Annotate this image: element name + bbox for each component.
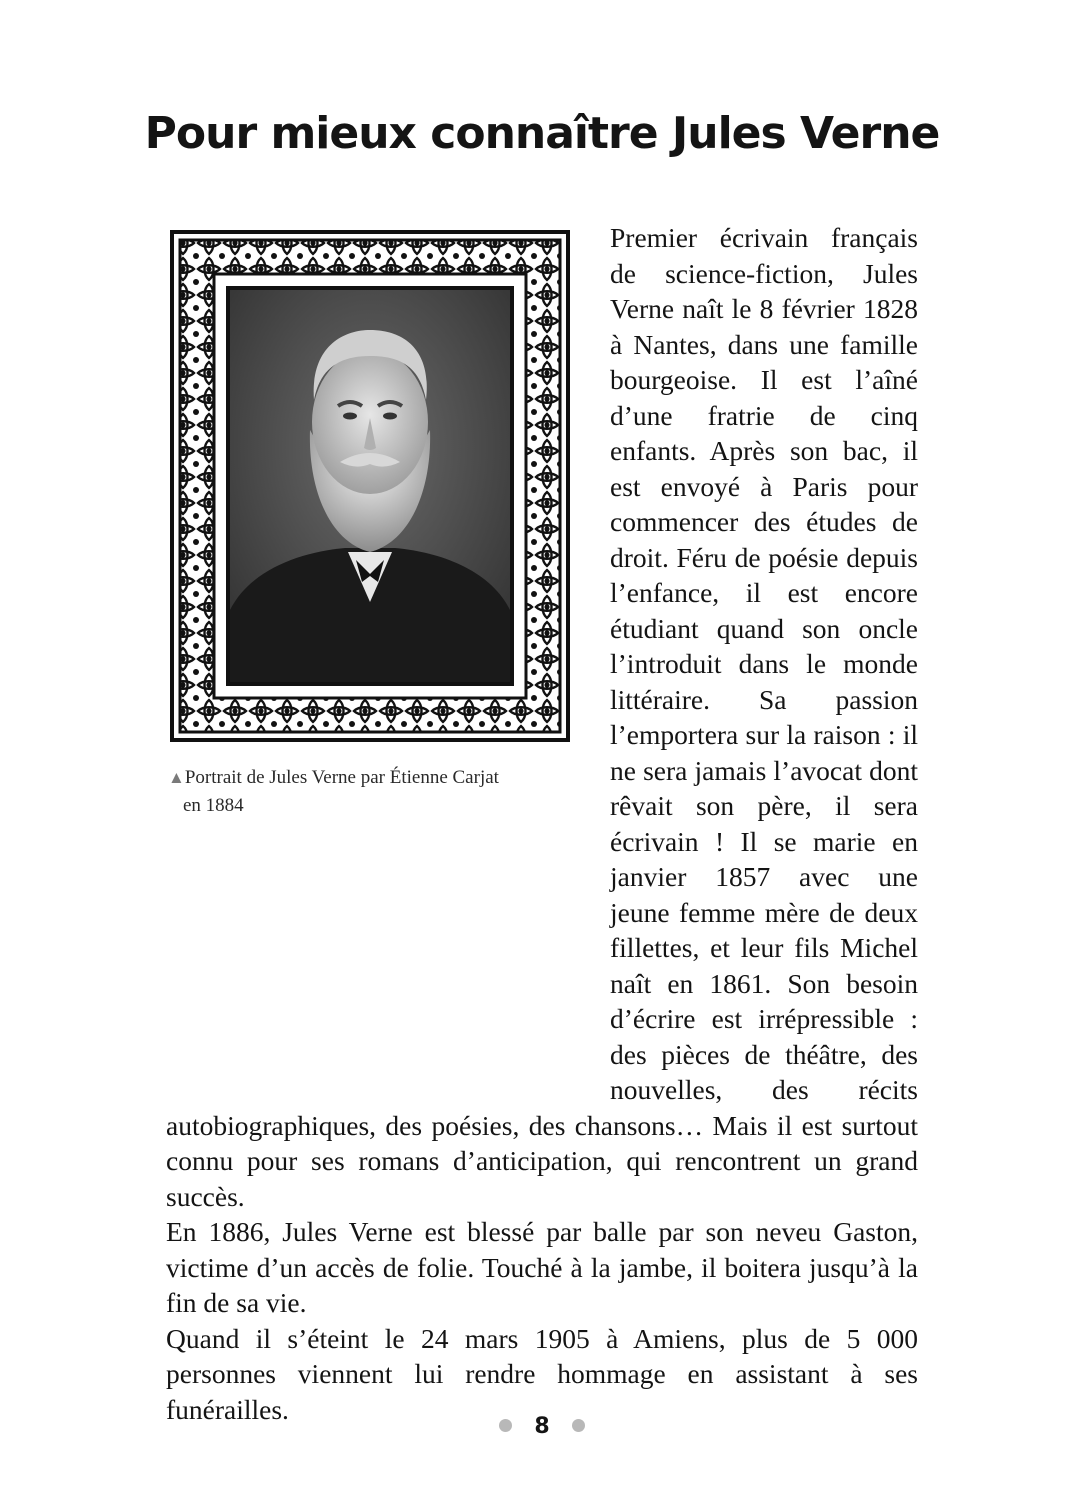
dot-icon bbox=[572, 1419, 585, 1432]
dot-icon bbox=[499, 1419, 512, 1432]
paragraph-death: Quand il s’éteint le 24 mars 1905 à Amiens, plus de 5 000 personnes viennent lui rendre hommage en assistant à ses funérailles. bbox=[166, 1322, 918, 1425]
page-title: Pour mieux connaître Jules Verne bbox=[144, 108, 940, 159]
caption-line-2: en 1884 bbox=[183, 795, 244, 816]
caption-line-1: Portrait de Jules Verne par Étienne Carjat bbox=[184, 767, 499, 788]
body-text bbox=[166, 0, 918, 1427]
paragraph-injury: En 1886, Jules Verne est blessé par balle par son neveu Gaston, victime d’un accès de folie. Touché à la jambe, il boitera jusqu’à la fin de sa vie. bbox=[166, 1216, 918, 1318]
figure-space bbox=[166, 220, 610, 1076]
page-number: 8 bbox=[534, 1414, 550, 1439]
page-footer bbox=[0, 1414, 1084, 1439]
paragraph-biography: Premier écrivain français de science-fiction, Jules Verne naît le 8 février 1828 à Nantes, dans une famille bourgeoise. Il est l’aîné d’une fratrie de cinq enfants. Après son bac, il est envoyé à Paris pour commencer des études de droit. Féru de poésie depuis l’enfance, il est encore étudiant quand son oncle l’introduit dans le monde littéraire. Sa passion l’emportera sur la raison : il ne sera jamais l’avocat dont rêvait son père, il sera écrivain ! Il se marie en janvier 1857 avec une jeune femme mère de deux fillettes, et leur fils Michel naît en 1861. Son besoin d’écrire est irrépressible : des pièces de théâtre, des nouvelles, des récits autobiographiques, des poésies, des chansons… Mais il est surtout connu pour ses romans d’anticipation, qui rencontrent un grand succès. bbox=[166, 222, 918, 1212]
triangle-up-icon: ▲ bbox=[168, 768, 185, 787]
